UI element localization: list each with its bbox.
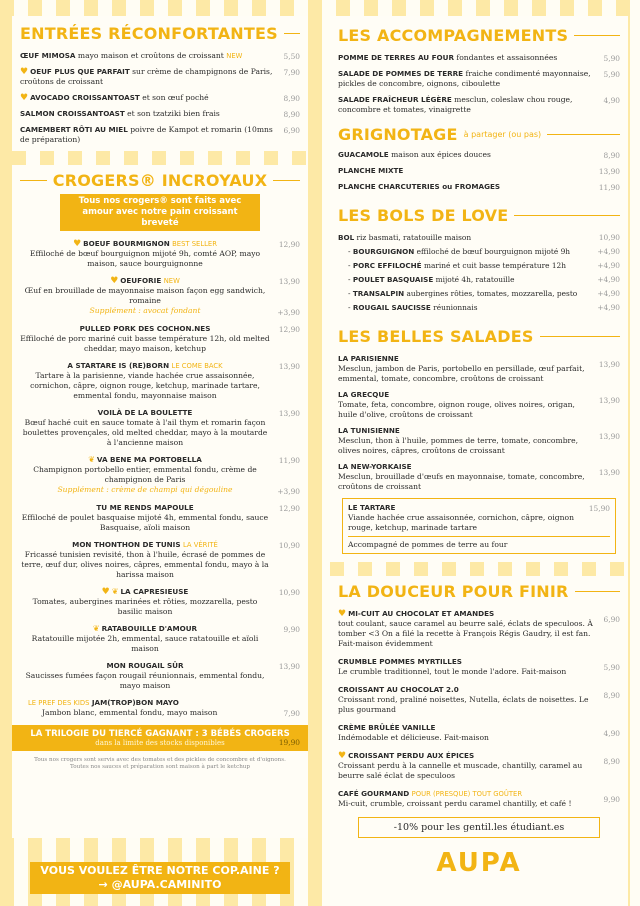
- salade-desc: Mesclun, jambon de Paris, portobello en persillade, œuf parfait, emmental, tomate, concombre, croûtons de croissant: [338, 364, 585, 383]
- bol-base-price: 10,90: [598, 233, 620, 242]
- tartare-box: [342, 498, 616, 554]
- kids-desc: Jambon blanc, emmental fondu, mayo maison: [42, 708, 218, 717]
- crogers-list: [20, 239, 300, 691]
- salade-desc: Tomate, feta, concombre, oignon rouge, olives noires, origan, huile d'olive, croûtons de croissant: [338, 400, 575, 419]
- grignotage-desc: maison aux épices douces: [388, 150, 491, 159]
- accomp-title: LES ACCOMPAGNEMENTS: [338, 26, 620, 45]
- bol-option: - PORC EFFILOCHÉ mariné et cuit basse température 12h +4,90: [348, 261, 620, 270]
- dessert-desc: Croissant perdu à la cannelle et muscade, chantilly, caramel au beurre salé éclat de speculoos: [338, 761, 583, 780]
- grignotage-name: GUACAMOLE: [338, 150, 389, 159]
- croger-supplement-price: +3,90: [277, 308, 300, 317]
- croger-tag: NEW: [163, 277, 180, 285]
- heart-icon: ♥: [338, 609, 347, 619]
- tartare-note: Accompagné de pommes de terre au four: [348, 536, 610, 549]
- grignotage-item: [338, 182, 620, 192]
- dessert-item: [338, 751, 620, 781]
- croger-item: [20, 455, 300, 496]
- bol-option-price: +4,90: [597, 261, 620, 270]
- croger-item: [20, 587, 300, 617]
- entree-price: 5,50: [283, 52, 300, 61]
- salade-item: [338, 390, 620, 420]
- entrees-list: [20, 51, 300, 145]
- kids-tag: LE PREF DES KIDS: [28, 699, 90, 707]
- bols-title: LES BOLS DE LOVE: [338, 206, 620, 225]
- salades-title: LES BELLES SALADES: [338, 327, 620, 346]
- salade-desc: Mesclun, thon à l'huile, pommes de terre, tomate, concombre, olives noires, câpres, croûtons de croissant: [338, 436, 579, 455]
- bol-option-price: +4,90: [597, 275, 620, 284]
- entree-name: SALMON CROISSANTOAST: [20, 109, 125, 118]
- croger-name: VA BENE MA PORTOBELLA: [96, 455, 202, 464]
- entree-name: AVOCADO CROISSANTOAST: [30, 93, 140, 102]
- crogers-banner: Tous nos crogers® sont faits avec amour avec notre pain croissant breveté: [60, 194, 260, 231]
- grignotage-price: 13,90: [598, 167, 620, 176]
- leaf-icon: ❦: [88, 455, 95, 464]
- divider-stripe: [330, 562, 628, 576]
- grignotage-name: PLANCHE MIXTE: [338, 166, 404, 175]
- croger-name: LA CAPRESIEUSE: [120, 587, 189, 596]
- trilogie-sub: dans la limite des stocks disponibles: [95, 739, 225, 747]
- croger-name: VOILÀ DE LA BOULETTE: [97, 408, 193, 417]
- heart-icon: ♥: [338, 751, 347, 761]
- croger-price: 13,90: [278, 409, 300, 418]
- croger-item: [20, 239, 300, 269]
- croger-price: 11,90: [278, 456, 300, 465]
- salade-name: LA NEW-YORKAISE: [338, 462, 412, 471]
- entree-name: CAMEMBERT RÔTI AU MIEL: [20, 125, 128, 134]
- dessert-item: [338, 657, 620, 677]
- entree-name: ŒUF MIMOSA: [20, 51, 76, 60]
- entree-price: 8,90: [283, 94, 300, 103]
- croger-price: 12,90: [278, 504, 300, 513]
- entree-item: [20, 93, 300, 103]
- entree-desc: mayo maison et croûtons de croissant: [75, 51, 227, 60]
- bol-option-name: TRANSALPIN: [352, 289, 405, 298]
- entree-price: 6,90: [283, 126, 300, 135]
- bol-option: - BOURGUIGNON effiloché de bœuf bourguignon mijoté 9h +4,90: [348, 247, 620, 256]
- grignotage-title: GRIGNOTAGE à partager (ou pas): [338, 125, 620, 144]
- bol-option: - POULET BASQUAISE mijoté 4h, ratatouille +4,90: [348, 275, 620, 284]
- entree-desc: sur crème de champignons de Paris, croûtons de croissant: [20, 67, 273, 86]
- grignotage-price: 8,90: [603, 151, 620, 160]
- tartare-price: 15,90: [588, 504, 610, 513]
- bol-option-name: POULET BASQUAISE: [352, 275, 434, 284]
- bol-option: - TRANSALPIN aubergines rôties, tomates, mozzarella, pesto +4,90: [348, 289, 620, 298]
- bol-option-desc: effiloché de bœuf bourguignon mijoté 9h: [414, 247, 571, 256]
- croger-price: 13,90: [278, 362, 300, 371]
- croger-supplement: Supplément : crème de champi qui dégouline: [57, 485, 233, 494]
- entree-desc: et son œuf poché: [139, 93, 209, 102]
- croger-price: 13,90: [278, 662, 300, 671]
- dessert-desc: Croissant rond, praliné noisettes, Nutella, éclats de noisettes. Le plus gourmand: [338, 695, 589, 714]
- dessert-price: 8,90: [603, 757, 620, 766]
- grignotage-list: [338, 150, 620, 192]
- accomp-price: 5,90: [603, 54, 620, 63]
- croger-name: BOEUF BOURMIGNON: [83, 239, 170, 248]
- croger-supplement: Supplément : avocat fondant: [89, 306, 201, 315]
- salade-price: 13,90: [598, 468, 620, 477]
- croger-desc: Effiloché de poulet basquaise mijoté 4h, emmental fondu, sauce Basquaise, aïoli maison: [21, 513, 269, 532]
- leaf-icon: ❦: [111, 587, 119, 596]
- salade-price: 13,90: [598, 360, 620, 369]
- accomp-name: SALADE DE POMMES DE TERRE: [338, 69, 464, 78]
- bol-option-desc: mijoté 4h, ratatouille: [433, 275, 515, 284]
- croger-item: [20, 361, 300, 401]
- entree-name: OEUF PLUS QUE PARFAIT: [30, 67, 130, 76]
- croger-desc: Tomates, aubergines marinées et rôties, mozzarella, pesto basilic maison: [32, 597, 258, 616]
- dessert-price: 6,90: [603, 615, 620, 624]
- croger-desc: Bœuf haché cuit en sauce tomate à l'ail thym et romarin façon boulettes provençales, old melted cheddar, mayo à la moutarde à l'ancienne maison: [22, 418, 268, 447]
- bol-option-name: PORC EFFILOCHÉ: [352, 261, 422, 270]
- salade-name: LA GRECQUE: [338, 390, 390, 399]
- dessert-price: 5,90: [603, 663, 620, 672]
- croger-item: [20, 324, 300, 354]
- bol-option-desc: mariné et cuit basse température 12h: [421, 261, 567, 270]
- salade-item: [338, 462, 620, 492]
- accomp-name: SALADE FRAÎCHEUR LÉGÈRE: [338, 95, 452, 104]
- leaf-icon: ❦: [92, 624, 100, 633]
- entree-desc: poivre de Kampot et romarin (10mns de préparation): [20, 125, 273, 144]
- croger-price: 12,90: [278, 325, 300, 334]
- croger-item: [20, 624, 300, 654]
- kids-name: JAM(TROP)BON MAYO: [91, 698, 179, 707]
- dessert-item: [338, 685, 620, 715]
- dessert-name: CROISSANT AU CHOCOLAT 2.0: [338, 685, 459, 694]
- dessert-price: 9,90: [603, 795, 620, 804]
- entree-item: [20, 51, 300, 61]
- bol-base-name: BOL: [338, 233, 355, 242]
- croger-desc: Œuf en brouillade de mayonnaise maison façon egg sandwich, romaine: [24, 286, 266, 305]
- grignotage-name: PLANCHE CHARCUTERIES ou FROMAGES: [338, 182, 501, 191]
- trilogie-price: 19,90: [278, 738, 300, 747]
- salade-desc: Mesclun, brouillade d'œufs en mayonnaise, tomate, concombre, croûtons de croissant: [338, 472, 585, 491]
- dessert-desc: Mi-cuit, crumble, croissant perdu caramel chantilly, et café !: [338, 799, 572, 808]
- entrees-title: ENTRÉES RÉCONFORTANTES: [20, 24, 300, 43]
- tartare-desc: Viande hachée crue assaisonnée, cornichon, câpre, oignon rouge, ketchup, marinade tartare: [348, 513, 574, 532]
- entree-tag: NEW: [226, 52, 243, 60]
- dessert-item: [338, 789, 620, 809]
- croger-name: TU ME RENDS MAPOULE: [96, 503, 194, 512]
- crogers-footnote: Tous nos crogers sont servis avec des tomates et des pickles de concombre et d'oignons. Toutes nos sauces et préparation sont maison à part le ketchup: [34, 757, 286, 771]
- accomp-desc: mesclun, coleslaw chou rouge, concombre et tomates, vinaigrette: [338, 95, 573, 114]
- entree-price: 8,90: [283, 110, 300, 119]
- tartare-name: LE TARTARE: [348, 503, 396, 512]
- croger-desc: Ratatouille mijotée 2h, emmental, sauce ratatouille et aïoli maison: [31, 634, 259, 653]
- bol-option-desc: aubergines rôties, tomates, mozzarella, pesto: [404, 289, 578, 298]
- dessert-name: MI-CUIT AU CHOCOLAT ET AMANDES: [348, 609, 495, 618]
- accomp-item: [338, 69, 620, 89]
- croger-item: [20, 540, 300, 580]
- croger-desc: Saucisses fumées façon rougail réunionnais, emmental fondu, mayo maison: [25, 671, 265, 690]
- salade-name: LA TUNISIENNE: [338, 426, 400, 435]
- croger-supplement-price: +3,90: [277, 487, 300, 496]
- bols-list: [338, 247, 620, 313]
- salade-item: [338, 426, 620, 456]
- bol-base: [338, 233, 620, 243]
- croger-tag: LA VÉRITÉ: [182, 541, 218, 549]
- croger-price: 13,90: [278, 277, 300, 286]
- dessert-name: CRÈME BRÛLÉE VANILLE: [338, 723, 436, 732]
- croger-name: PULLED PORK DES COCHON.NES: [79, 324, 211, 333]
- dessert-name: CRUMBLE POMMES MYRTILLES: [338, 657, 462, 666]
- croger-tag: LE COME BACK: [171, 362, 223, 370]
- croger-price: 10,90: [278, 588, 300, 597]
- croger-price: 12,90: [278, 240, 300, 249]
- croger-name: MON ROUGAIL SÛR: [106, 661, 184, 670]
- accomp-price: 4,90: [603, 96, 620, 105]
- accomp-desc: fraiche condimenté mayonnaise, pickles de concombre, oignons, ciboulette: [338, 69, 591, 88]
- grignotage-item: [338, 150, 620, 160]
- accomp-item: [338, 95, 620, 115]
- douceur-title: LA DOUCEUR POUR FINIR: [338, 582, 620, 601]
- heart-icon: ♥: [101, 587, 110, 597]
- social-banner[interactable]: VOUS VOULEZ ÊTRE NOTRE COP.AINE ? → @AUPA.CAMINITO: [30, 862, 290, 894]
- kids-item: [20, 698, 300, 718]
- dessert-name: CROISSANT PERDU AUX ÉPICES: [348, 751, 475, 760]
- dessert-desc: tout coulant, sauce caramel au beurre salé, éclats de speculoos. À tomber <3 On a filé la recette à François Régis Gaudry, il est fan. Fait-maison évidemment: [338, 619, 593, 648]
- croger-item: [20, 503, 300, 533]
- grignotage-item: [338, 166, 620, 176]
- salade-item: [338, 354, 620, 384]
- kids-price: 7,90: [283, 709, 300, 718]
- croger-item: [20, 661, 300, 691]
- right-column: [330, 16, 628, 906]
- dessert-desc: Le crumble traditionnel, tout le monde l'adore. Fait-maison: [338, 667, 567, 676]
- dessert-price: 8,90: [603, 691, 620, 700]
- student-promo: -10% pour les gentil.les étudiant.es: [358, 817, 600, 838]
- salade-price: 13,90: [598, 432, 620, 441]
- crogers-title: CROGERS® INCROYAUX: [20, 171, 300, 190]
- divider-stripe: [12, 151, 308, 165]
- dessert-tag: POUR (PRESQUE) TOUT GOÛTER: [411, 790, 523, 798]
- dessert-desc: Indémodable et délicieuse. Fait-maison: [338, 733, 489, 742]
- bol-option-name: ROUGAIL SAUCISSE: [352, 303, 431, 312]
- croger-name: RATABOUILLE D'AMOUR: [101, 624, 198, 633]
- bol-option-price: +4,90: [597, 247, 620, 256]
- dessert-item: [338, 723, 620, 743]
- heart-icon: ♥: [20, 93, 29, 103]
- grignotage-price: 11,90: [598, 183, 620, 192]
- accomp-list: [338, 53, 620, 115]
- entree-item: [20, 67, 300, 87]
- accomp-price: 5,90: [603, 70, 620, 79]
- heart-icon: ♥: [20, 67, 29, 77]
- heart-icon: ♥: [110, 276, 119, 286]
- dessert-item: [338, 609, 620, 649]
- entree-item: [20, 125, 300, 145]
- salade-price: 13,90: [598, 396, 620, 405]
- croger-desc: Tartare à la parisienne, viande hachée crue assaisonnée, cornichon, câpre, oignon rouge, ketchup, marinade tartare, emmental fondu, mayonnaise maison: [30, 371, 260, 400]
- trilogie-banner: [12, 725, 308, 751]
- accomp-desc: fondantes et assaisonnées: [454, 53, 558, 62]
- salade-name: LA PARISIENNE: [338, 354, 399, 363]
- croger-name: MON THONTHON DE TUNIS: [72, 540, 181, 549]
- trilogie-title: LA TRILOGIE DU TIERCÉ GAGNANT : 3 BÉBÉS CROGERS: [30, 729, 290, 739]
- entree-price: 7,90: [283, 68, 300, 77]
- bol-option-price: +4,90: [597, 303, 620, 312]
- entree-desc: et son tzatziki bien frais: [124, 109, 220, 118]
- croger-desc: Fricassé tunisien revisité, thon à l'huile, écrasé de pommes de terre, œuf dur, olives noires, câpres, emmental fondu, mayo à la harissa maison: [21, 550, 269, 579]
- left-column: [12, 16, 308, 838]
- grignotage-sub: à partager (ou pas): [463, 130, 542, 139]
- accomp-name: POMME DE TERRES AU FOUR: [338, 53, 455, 62]
- dessert-name: CAFÉ GOURMAND: [338, 789, 410, 798]
- croger-item: [20, 276, 300, 317]
- accomp-item: [338, 53, 620, 63]
- bol-option-price: +4,90: [597, 289, 620, 298]
- bol-option: - ROUGAIL SAUCISSE réunionnais +4,90: [348, 303, 620, 312]
- aupa-logo: AUPA: [436, 848, 522, 878]
- croger-name: A STARTARE IS (RE)BORN: [67, 361, 170, 370]
- croger-tag: BEST SELLER: [172, 240, 217, 248]
- croger-item: [20, 408, 300, 448]
- bol-option-desc: réunionnais: [430, 303, 478, 312]
- croger-desc: Champignon portobello entier, emmental fondu, crème de champignon de Paris: [33, 465, 257, 484]
- entree-item: [20, 109, 300, 119]
- croger-desc: Effiloché de bœuf bourguignon mijoté 9h, comté AOP, mayo maison, sauce bourguignonne: [29, 249, 261, 268]
- croger-name: OEUFORIE: [120, 276, 162, 285]
- salades-list: [338, 354, 620, 492]
- bol-base-desc: riz basmati, ratatouille maison: [354, 233, 472, 242]
- bol-option-name: BOURGUIGNON: [352, 247, 415, 256]
- croger-desc: Effiloché de porc mariné cuit basse température 12h, old melted cheddar, mayo maison, ketchup: [20, 334, 270, 353]
- heart-icon: ♥: [73, 239, 82, 249]
- croger-price: 10,90: [278, 541, 300, 550]
- douceur-list: [338, 609, 620, 809]
- dessert-price: 4,90: [603, 729, 620, 738]
- croger-price: 9,90: [283, 625, 300, 634]
